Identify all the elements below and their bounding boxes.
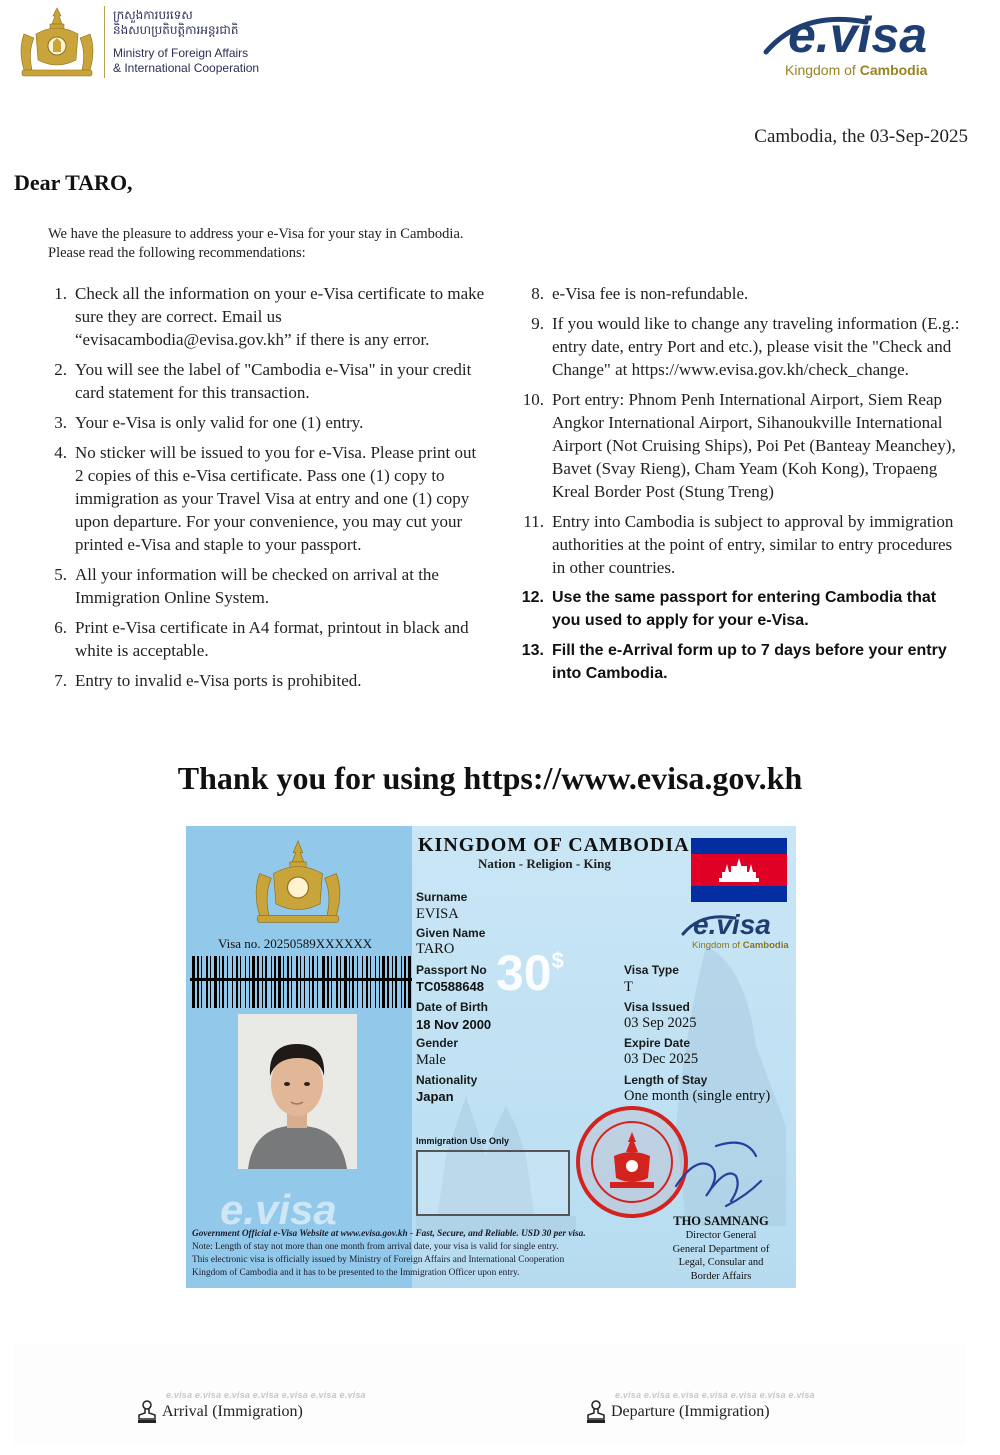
recommendations-right (521, 282, 960, 692)
evisa-watermark-row: e.visa e.visa e.visa e.visa e.visa e.visa e.visa (166, 1390, 366, 1400)
recommendation-text: You will see the label of "Cambodia e-Visa" in your credit card statement for this transaction. (75, 360, 472, 402)
gender-value: Male (416, 1052, 446, 1068)
barcode-bar (375, 956, 376, 1008)
barcode-band (190, 978, 412, 981)
recommendations-left (54, 282, 485, 699)
barcode-bar (401, 956, 402, 1008)
greeting: Dear TARO, (14, 170, 133, 195)
barcode-bar (283, 956, 284, 1008)
evisa-subtitle-country: Cambodia (859, 62, 928, 78)
recommendation-item (54, 616, 485, 662)
evisa-watermark-text: e.visa (220, 1186, 337, 1232)
recommendation-number: 8. (531, 284, 544, 303)
expire-date-value: 03 Dec 2025 (624, 1051, 699, 1067)
recommendation-number: 1. (54, 284, 67, 303)
barcode-bar (404, 956, 406, 1008)
signatory-name: THO SAMNANG (673, 1214, 769, 1228)
rubber-stamp-icon (585, 1400, 607, 1424)
recommendation-item (54, 358, 485, 404)
recommendation-number: 10. (522, 390, 544, 409)
certificate-footer-line: Note: Length of stay not more than one month from arrival date, your visa is valid for single entry. (192, 1242, 559, 1252)
recommendation-item-important (521, 639, 960, 685)
ministry-english-line: Ministry of Foreign Affairs (113, 46, 249, 60)
gender-label: Gender (416, 1036, 459, 1050)
ministry-english-line: & International Cooperation (113, 61, 260, 75)
recommendation-text: All your information will be checked on arrival at the Immigration Online System. (75, 565, 439, 607)
dob-value: 18 Nov 2000 (416, 1017, 492, 1032)
barcode-bar (322, 956, 325, 1008)
recommendation-number: 13. (521, 642, 544, 659)
certificate-footer-line: This electronic visa is officially issued by Ministry of Foreign Affairs and International Cooperation (192, 1255, 565, 1265)
arrival-label-row (136, 1400, 366, 1424)
recommendation-item (522, 388, 960, 503)
visa-type-value: T (624, 979, 633, 995)
barcode-bar (370, 956, 371, 1008)
intro-paragraph (48, 225, 568, 263)
barcode-bar (336, 956, 338, 1008)
evisa-logo-subtitle (785, 62, 927, 78)
recommendation-text: e-Visa fee is non-refundable. (552, 284, 749, 303)
surname-value: EVISA (416, 906, 459, 922)
certificate-evisa-subtitle-country: Cambodia (742, 940, 789, 951)
certificate-evisa-logo-text: e.visa (693, 909, 771, 938)
barcode-bar (192, 956, 195, 1008)
barcode-bar (201, 956, 202, 1008)
header-divider (104, 6, 105, 78)
departure-stamp-box (585, 1390, 815, 1424)
recommendation-text: Use the same passport for entering Cambodia that you used to apply for your e-Visa. (552, 589, 937, 629)
recommendation-text: No sticker will be issued to you for e-Visa. Please print out 2 copies of this e-Visa certificate. Pass one (1) copy to immigration as your Travel Visa at entry and one (1) copy upon departure. For your convenience, you may cut your printed e-Visa and staple to your passport. (75, 443, 477, 554)
visa-fee-amount: 30 (496, 945, 552, 1001)
recommendation-item-important (521, 586, 960, 632)
certificate-footer-line: Kingdom of Cambodia and it has to be presented to the Immigration Officer upon entry. (192, 1268, 520, 1278)
certificate-evisa-subtitle-prefix: Kingdom of (692, 940, 743, 951)
signatory-title-line: Legal, Consular and (678, 1257, 764, 1268)
barcode-bar (304, 956, 305, 1008)
cambodia-flag-icon (691, 838, 787, 902)
recommendation-text: Check all the information on your e-Visa certificate to make sure they are correct. Email us “evisacambodia@evisa.gov.kh” if there is any error. (75, 284, 485, 349)
given-name-label: Given Name (416, 926, 486, 940)
certificate-footer (192, 1228, 662, 1280)
barcode-bar (222, 956, 224, 1008)
recommendation-text: Your e-Visa is only valid for one (1) entry. (75, 413, 364, 432)
barcode-bar (262, 956, 263, 1008)
given-name-value: TARO (416, 941, 455, 957)
arrival-stamp-box (136, 1390, 366, 1424)
evisa-watermark (214, 1184, 374, 1232)
departure-label: Departure (Immigration) (611, 1403, 770, 1420)
passport-label: Passport No (416, 963, 487, 977)
barcode-bar (362, 956, 363, 1008)
recommendation-text: Port entry: Phnom Penh International Airport, Siem Reap Angkor International Airport, Sihanoukville International Airport (Not Cruising Ships), Poi Pet (Banteay Meanchey), Bavet (Svay Rieng), Cham Yeam (Koh Kong), Tropaeng Kreal Border Post (Stung Treng) (552, 390, 956, 501)
recommendation-number: 6. (54, 618, 67, 637)
barcode-icon (190, 956, 412, 1008)
certificate-evisa-subtitle (692, 940, 789, 951)
recommendation-text: Entry into Cambodia is subject to approval by immigration authorities at the point of entry, similar to entry procedures in other countries. (552, 512, 954, 577)
barcode-bar (227, 956, 228, 1008)
barcode-bar (296, 956, 298, 1008)
applicant-photo (238, 1014, 357, 1169)
recommendation-item (54, 282, 485, 351)
rubber-stamp-icon (136, 1400, 158, 1424)
recommendation-item (54, 411, 485, 434)
thank-you-heading: Thank you for using https://www.evisa.gov.kh (177, 760, 803, 796)
barcode-bar (232, 956, 233, 1008)
barcode-bar (344, 956, 347, 1008)
barcode-bar (357, 956, 358, 1008)
barcode-bar (392, 956, 393, 1008)
recommendation-item (531, 282, 960, 305)
visa-issued-value: 03 Sep 2025 (624, 1015, 697, 1031)
intro-line: We have the pleasure to address your e-Visa for your stay in Cambodia. (48, 226, 464, 242)
barcode-bar (340, 956, 341, 1008)
recommendation-number: 2. (54, 360, 67, 379)
barcode-bar (271, 956, 272, 1008)
intro-line: Please read the following recommendations: (48, 245, 306, 261)
barcode-bar (366, 956, 368, 1008)
evisa-logo (762, 2, 968, 60)
certificate-motto: Nation - Religion - King (478, 856, 611, 871)
arrival-label: Arrival (Immigration) (162, 1403, 303, 1420)
recommendation-item (54, 441, 485, 556)
barcode-bar (379, 956, 380, 1008)
recommendation-number: 9. (531, 314, 544, 333)
certificate-footer-lead: Government Official e-Visa Website at www.evisa.gov.kh - Fast, Secure, and Reliable. USD 30 per visa. (192, 1229, 586, 1239)
barcode-bar (245, 956, 246, 1008)
recommendation-number: 4. (54, 443, 67, 462)
signatory-title-line: Border Affairs (690, 1270, 752, 1282)
recommendation-item (54, 563, 485, 609)
recommendation-text: If you would like to change any traveling information (E.g.: entry date, entry Port and etc.), please visit the "Check and Change" at https://www.evisa.gov.kh/check_change. (552, 314, 960, 379)
barcode-bar (327, 956, 329, 1008)
nationality-value: Japan (416, 1089, 454, 1104)
visa-fee (496, 944, 564, 1002)
barcode-bar (240, 956, 241, 1008)
barcode-bar (349, 956, 350, 1008)
barcode-bar (352, 956, 354, 1008)
barcode-bar (265, 956, 267, 1008)
recommendation-item (523, 510, 960, 579)
royal-coat-of-arms-icon (248, 834, 348, 934)
departure-label-row (585, 1400, 815, 1424)
immigration-use-box (416, 1150, 570, 1216)
recommendation-item (531, 312, 960, 381)
royal-coat-of-arms-icon (14, 4, 100, 82)
barcode-bar (252, 956, 255, 1008)
visa-type-label: Visa Type (624, 963, 679, 977)
barcode-bar (312, 956, 314, 1008)
ministry-name-khmer (113, 8, 238, 38)
recommendation-text: Entry to invalid e-Visa ports is prohibited. (75, 671, 362, 690)
barcode-bar (387, 956, 389, 1008)
surname-label: Surname (416, 890, 468, 904)
visa-number: Visa no. 20250589XXXXXX (218, 936, 373, 951)
dob-label: Date of Birth (416, 1000, 488, 1014)
recommendation-text: Print e-Visa certificate in A4 format, printout in black and white is acceptable. (75, 618, 469, 660)
signatory-title-line: General Department of (672, 1243, 770, 1255)
recommendation-number: 12. (521, 589, 544, 606)
letter-date: Cambodia, the 03-Sep-2025 (754, 126, 968, 147)
barcode-bar (291, 956, 292, 1008)
barcode-bar (249, 956, 250, 1008)
certificate-title: KINGDOM OF CAMBODIA (418, 834, 690, 856)
signatory-block (656, 1214, 786, 1283)
barcode-bar (331, 956, 332, 1008)
recommendation-number: 3. (54, 413, 67, 432)
visa-fee-currency: $ (551, 948, 564, 973)
immigration-use-label: Immigration Use Only (416, 1136, 510, 1146)
barcode-bar (287, 956, 289, 1008)
barcode-bar (395, 956, 397, 1008)
expire-date-label: Expire Date (624, 1036, 691, 1050)
barcode-bar (382, 956, 385, 1008)
recommendation-number: 11. (523, 512, 544, 531)
signatory-title-line: Director General (685, 1230, 757, 1241)
barcode-bar (236, 956, 238, 1008)
barcode-bar (317, 956, 318, 1008)
barcode-bar (309, 956, 310, 1008)
certificate-evisa-logo (681, 908, 787, 938)
length-of-stay-value: One month (single entry) (624, 1088, 771, 1104)
barcode-bar (197, 956, 199, 1008)
director-signature (666, 1126, 766, 1216)
barcode-bar (257, 956, 259, 1008)
barcode-bar (219, 956, 220, 1008)
ministry-khmer-line: ក្រសួងការបរទេស (113, 8, 193, 22)
barcode-bar (274, 956, 276, 1008)
barcode-bar (408, 956, 411, 1008)
recommendation-item (54, 669, 485, 692)
length-of-stay-label: Length of Stay (624, 1073, 708, 1087)
evisa-logo-text: e.visa (788, 7, 928, 60)
barcode-bar (206, 956, 208, 1008)
barcode-bar (278, 956, 281, 1008)
evisa-subtitle-prefix: Kingdom of (785, 62, 860, 78)
barcode-bar (210, 956, 211, 1008)
passport-value: TC0588648 (416, 979, 484, 994)
evisa-watermark-row: e.visa e.visa e.visa e.visa e.visa e.visa e.visa (615, 1390, 815, 1400)
barcode-bar (300, 956, 301, 1008)
recommendation-number: 7. (54, 671, 67, 690)
visa-issued-label: Visa Issued (624, 1000, 690, 1014)
ministry-name-english (113, 46, 259, 76)
barcode-bar (214, 956, 217, 1008)
evisa-certificate (186, 826, 796, 1288)
ministry-khmer-line: និងសហប្រតិបត្តិការអន្តរជាតិ (113, 23, 239, 37)
recommendation-text: Fill the e-Arrival form up to 7 days before your entry into Cambodia. (552, 642, 947, 682)
recommendation-number: 5. (54, 565, 67, 584)
nationality-label: Nationality (416, 1073, 478, 1087)
